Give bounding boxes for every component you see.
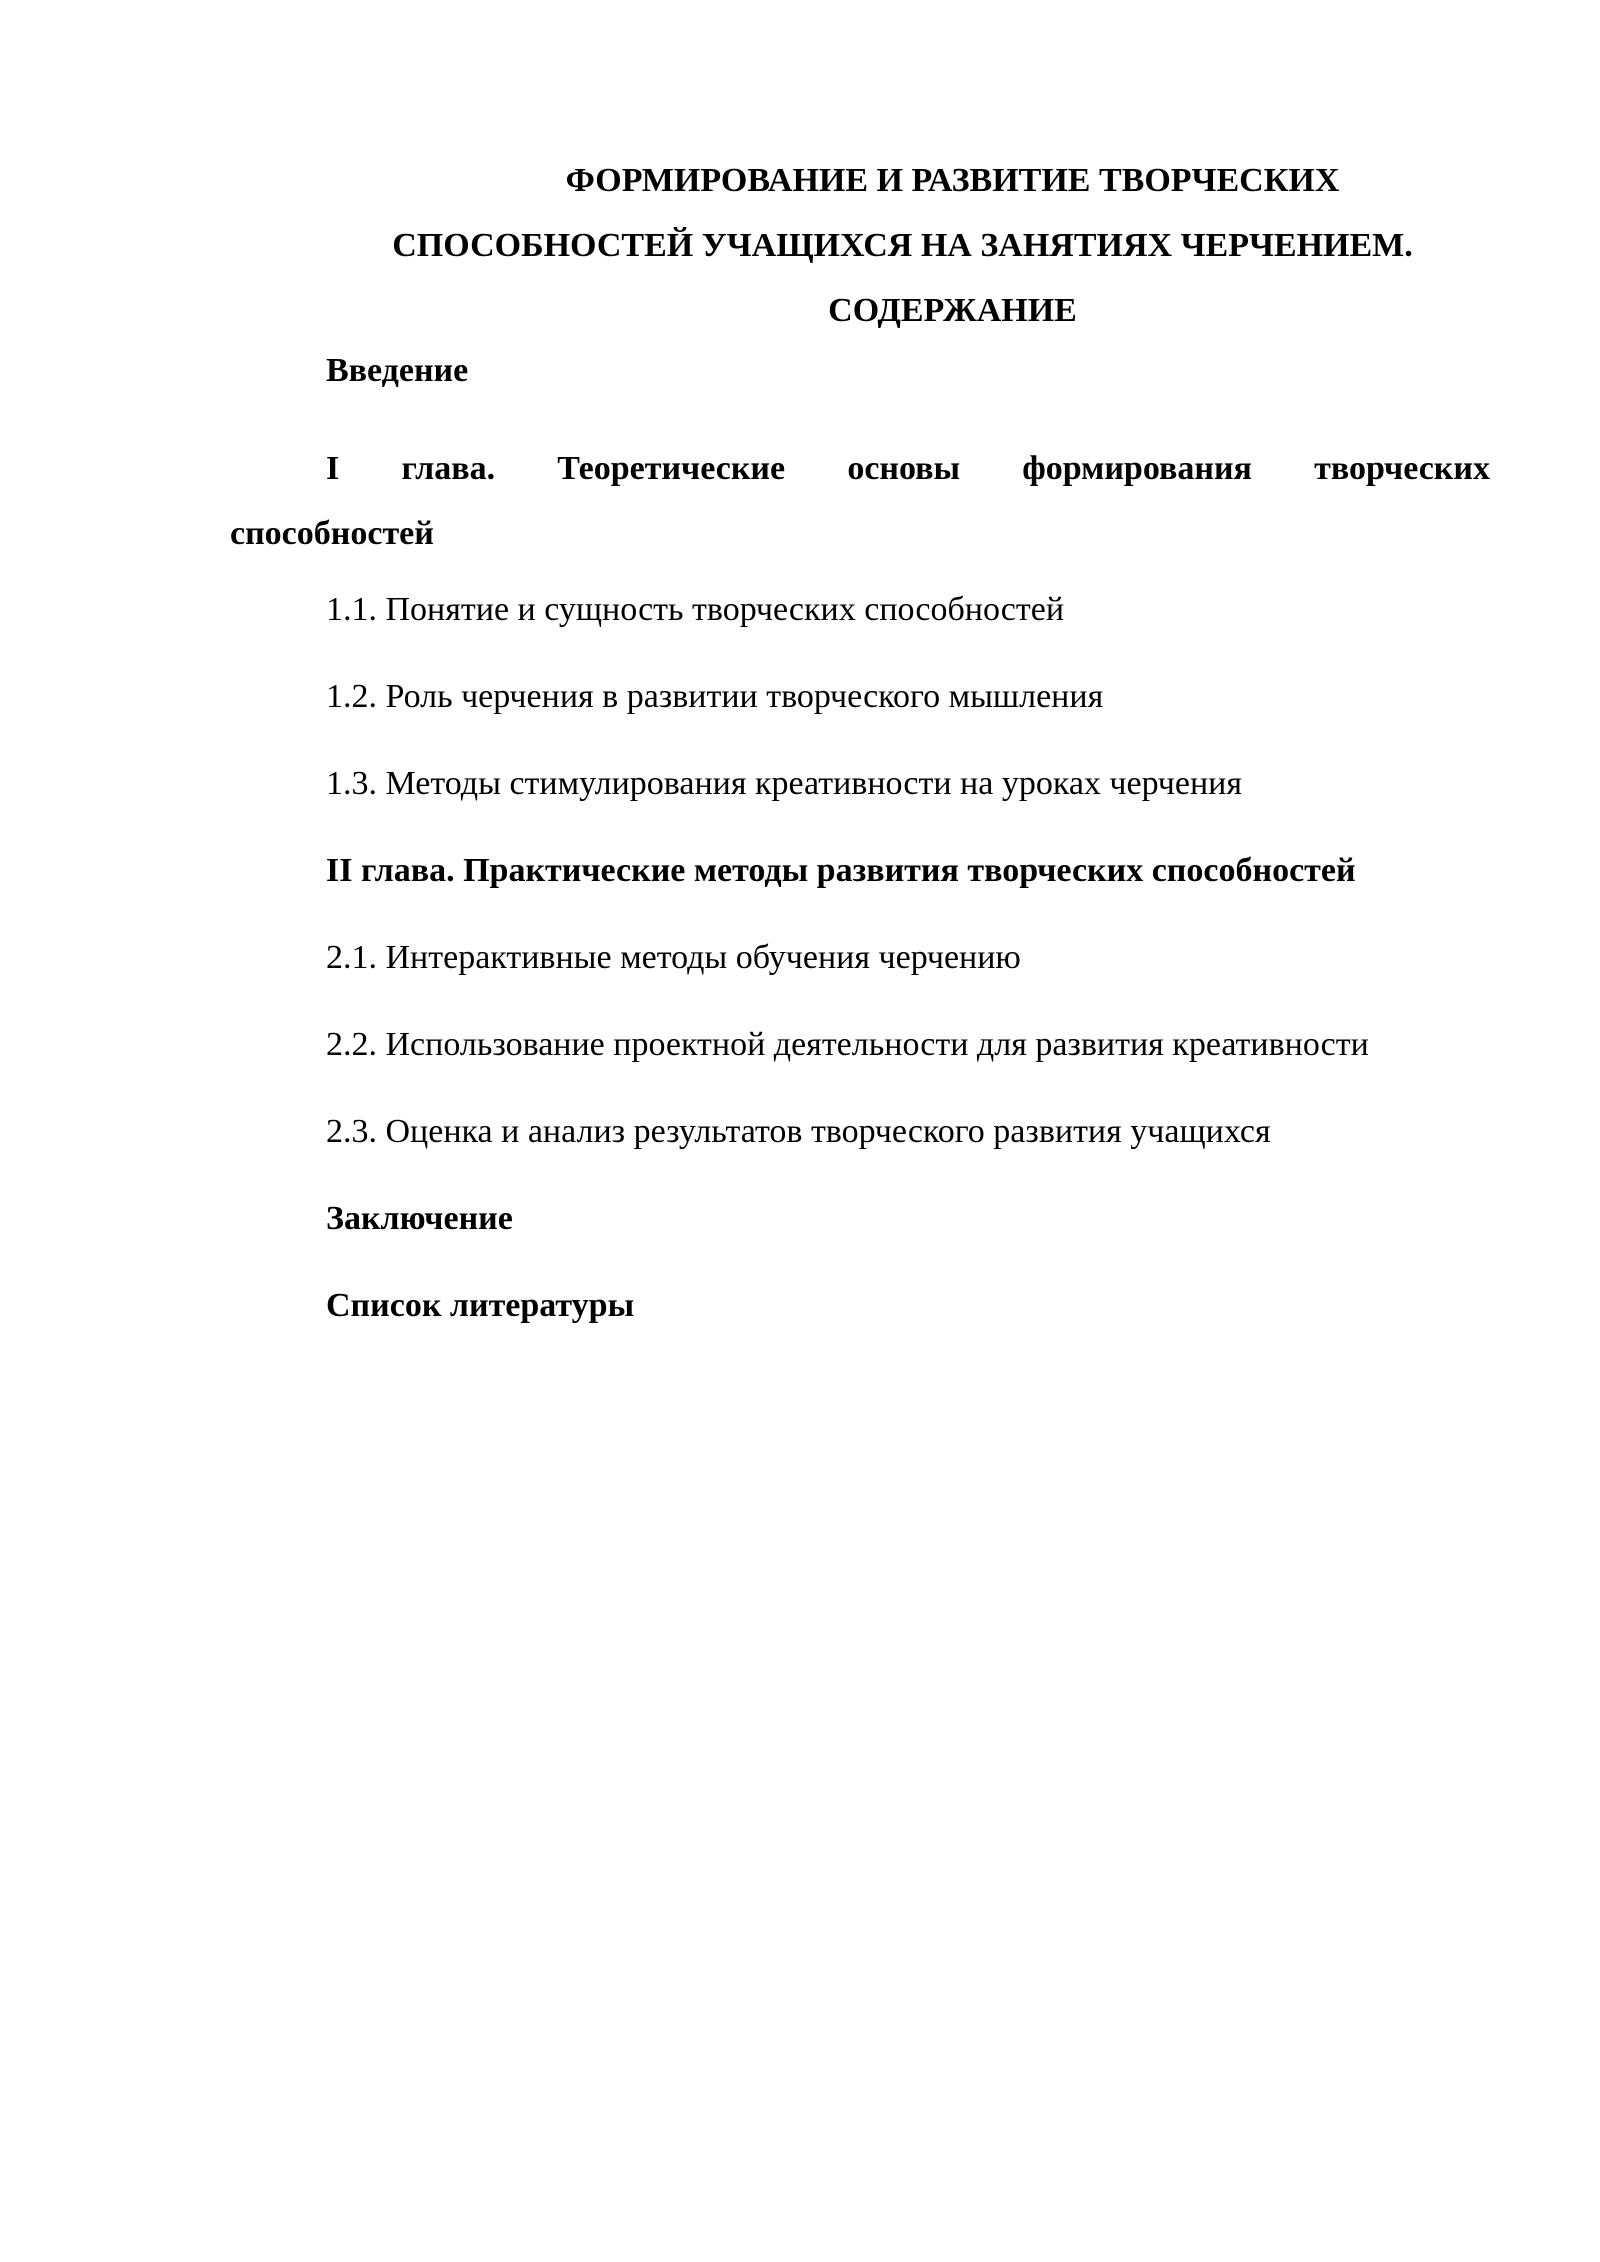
toc-section-2-2: 2.2. Использование проектной деятельности для развития креативности (326, 1026, 1369, 1063)
toc-chapter-1-line-1 (230, 436, 1490, 501)
toc-chapter-1-word: основы (847, 450, 961, 487)
toc-section-1-2: 1.2. Роль черчения в развитии творческого мышления (326, 678, 1104, 715)
document-title (230, 148, 1575, 343)
toc-section-1-1: 1.1. Понятие и сущность творческих способностей (326, 591, 1065, 628)
toc-chapter-1-word: творческих (1314, 450, 1490, 487)
toc-chapter-1-word: Теоретические (557, 450, 786, 487)
toc-chapter-1 (230, 436, 1490, 566)
toc-introduction: Введение (326, 352, 469, 389)
toc-chapter-1-word: глава. (401, 450, 496, 487)
title-line-1: ФОРМИРОВАНИЕ И РАЗВИТИЕ ТВОРЧЕСКИХ (565, 162, 1340, 199)
toc-chapter-1-word: I (326, 450, 340, 487)
toc-chapter-1-word: формирования (1022, 450, 1252, 487)
toc-chapter-2: II глава. Практические методы развития творческих способностей (326, 852, 1356, 889)
toc-section-2-1: 2.1. Интерактивные методы обучения черчению (326, 939, 1021, 976)
title-line-3: СОДЕРЖАНИЕ (828, 292, 1077, 329)
toc-section-2-3: 2.3. Оценка и анализ результатов творческого развития учащихся (326, 1113, 1271, 1150)
toc-conclusion: Заключение (326, 1200, 513, 1237)
toc-section-1-3: 1.3. Методы стимулирования креативности на уроках черчения (326, 765, 1242, 802)
toc-bibliography: Список литературы (326, 1287, 635, 1324)
title-line-2: СПОСОБНОСТЕЙ УЧАЩИХСЯ НА ЗАНЯТИЯХ ЧЕРЧЕНИЕМ. (392, 227, 1413, 264)
toc-chapter-1-line-2: способностей (230, 515, 434, 552)
